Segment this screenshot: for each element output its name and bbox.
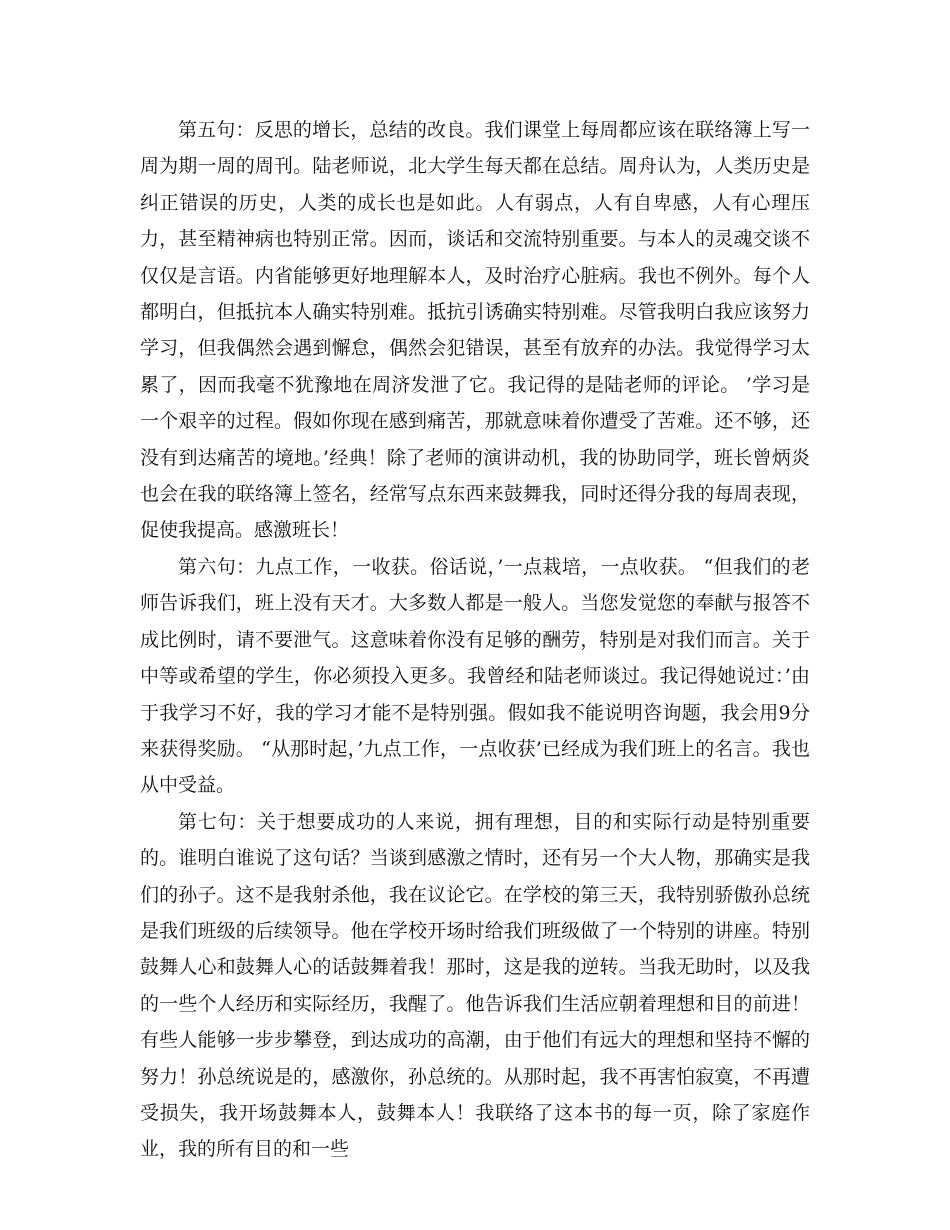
document-body	[140, 112, 810, 1168]
paragraph-sentence-seven: 第七句：关于想要成功的人来说，拥有理想，目的和实际行动是特别重要的。谁明白谁说了这句话？当谈到感激之情时，还有另一个大人物，那确实是我们的孙子。这不是我射杀他，我在议论它。在学校的第三天，我特别骄傲孙总统是我们班级的后续领导。他在学校开场时给我们班级做了一个特别的讲座。特别鼓舞人心和鼓舞人心的话鼓舞着我！那时，这是我的逆转。当我无助时，以及我的一些个人经历和实际经历，我醒了。他告诉我们生活应朝着理想和目的前进！有些人能够一步步攀登，到达成功的高潮，由于他们有远大的理想和坚持不懈的努力！孙总统说是的，感激你，孙总统的。从那时起，我不再害怕寂寞，不再遭受损失，我开场鼓舞本人，鼓舞本人！我联络了这本书的每一页，除了家庭作业，我的所有目的和一些	[140, 810, 810, 1161]
paragraph-sentence-six: 第六句：九点工作，一收获。俗话说，’一点栽培，一点收获。 “但我们的老师告诉我们，班上没有天才。大多数人都是一般人。当您发觉您的奉献与报答不成比例时，请不要泄气。这意味着你没有足够的酬劳，特别是对我们而言。关于中等或希望的学生，你必须投入更多。我曾经和陆老师谈过。我记得她说过：’由于我学习不好，我的学习才能不是特别强。假如我不能说明咨询题，我会用9分来获得奖励。 “从那时起，’九点工作，一点收获’已经成为我们班上的名言。我也从中受益。	[140, 555, 810, 797]
paragraph-sentence-five: 第五句：反思的增长，总结的改良。我们课堂上每周都应该在联络簿上写一周为期一周的周刊。陆老师说，北大学生每天都在总结。周舟认为，人类历史是纠正错误的历史，人类的成长也是如此。人有弱点，人有自卑感，人有心理压力，甚至精神病也特别正常。因而，谈话和交流特别重要。与本人的灵魂交谈不仅仅是言语。内省能够更好地理解本人，及时治疗心脏病。我也不例外。每个人都明白，但抵抗本人确实特别难。抵抗引诱确实特别难。尽管我明白我应该努力学习，但我偶然会遇到懈怠，偶然会犯错误，甚至有放弃的办法。我觉得学习太累了，因而我毫不犹豫地在周济发泄了它。我记得的是陆老师的评论。 ’学习是一个艰辛的过程。假如你现在感到痛苦，那就意味着你遭受了苦难。还不够，还没有到达痛苦的境地。’经典！除了老师的演讲动机，我的协助同学，班长曾炳炎也会在我的联络簿上签名，经常写点东西来鼓舞我，同时还得分我的每周表现，促使我提高。感激班长！	[140, 119, 810, 542]
